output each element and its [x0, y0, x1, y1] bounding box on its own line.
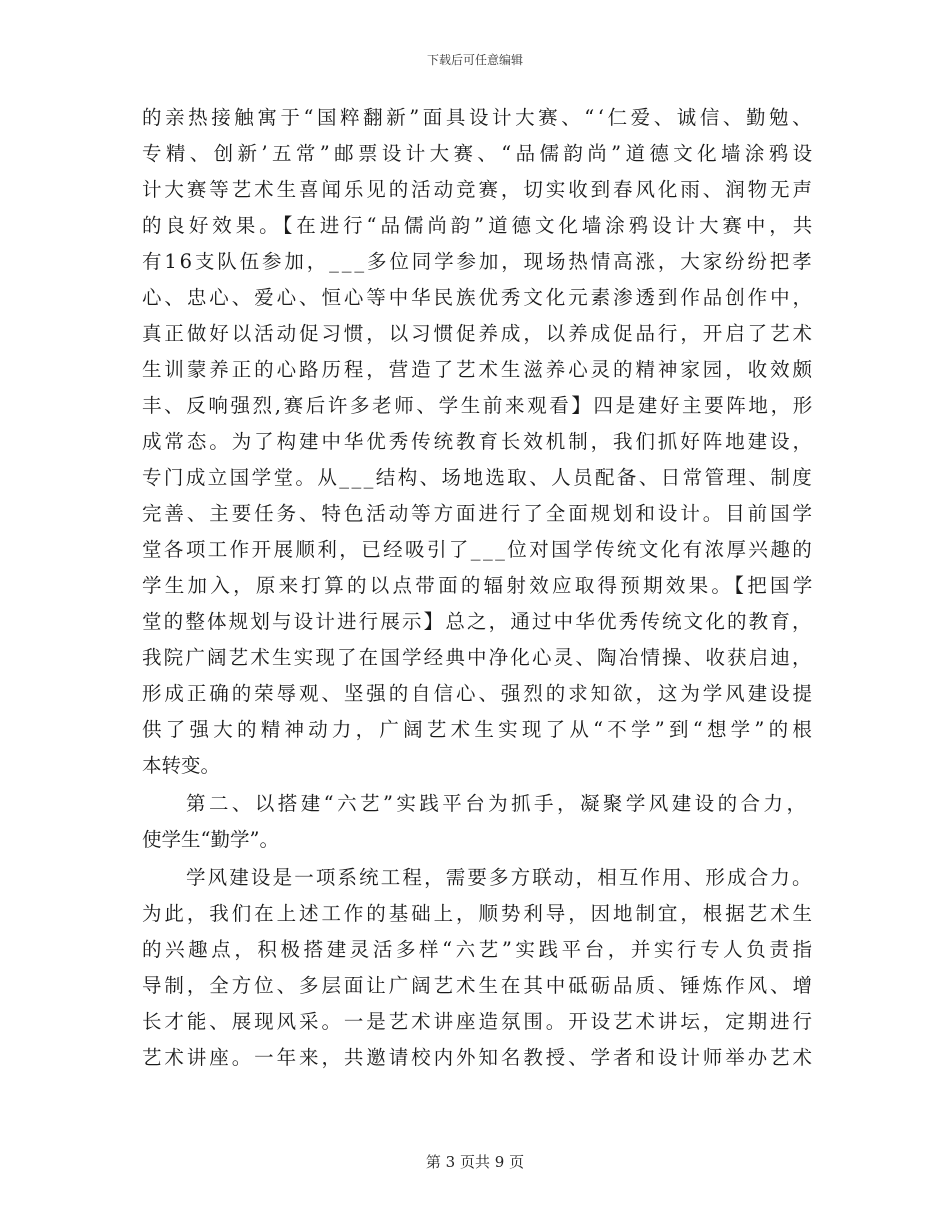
page-header-note: 下载后可任意编辑: [426, 53, 523, 67]
text-line: 专精、创新’五常”邮票设计大赛、“品儒韵尚”道德文化墙涂鸦设: [142, 142, 817, 165]
text-line: 丰、反响强烈,赛后许多老师、学生前来观看】四是建好主要阵地，形: [142, 394, 815, 417]
text-line: 学生加入，原来打算的以点带面的辐射效应取得预期效果。【把国学: [142, 574, 816, 597]
text-line: 有16支队伍参加，___多位同学参加，现场热情高涨，大家纷纷把孝: [142, 250, 815, 273]
text-line: 的兴趣点，积极搭建灵活多样“六艺”实践平台，并实行专人负责指: [142, 938, 816, 961]
text-line: 本转变。: [142, 754, 221, 777]
text-line: 堂的整体规划与设计进行展示】总之，通过中华优秀传统文化的教育，: [142, 610, 814, 633]
text-line: 艺术讲座。一年来，共邀请校内外知名教授、学者和设计师举办艺术: [142, 1046, 815, 1069]
text-line: 供了强大的精神动力，广阔艺术生实现了从“不学”到“想学”的根: [142, 718, 817, 741]
text-line: 的亲热接触寓于“国粹翻新”面具设计大赛、“‘仁爱、诚信、勤勉、: [142, 106, 816, 129]
page-number: 第 3 页共 9 页: [425, 1153, 525, 1171]
text-line: 生训蒙养正的心路历程，营造了艺术生滋养心灵的精神家园，收效颇: [142, 358, 815, 381]
text-line: 形成正确的荣辱观、坚强的自信心、强烈的求知欲，这为学风建设提: [142, 682, 815, 705]
text-line: 计大赛等艺术生喜闻乐见的活动竞赛，切实收到春风化雨、润物无声: [142, 178, 815, 201]
text-line: 为此，我们在上述工作的基础上，顺势利导，因地制宜，根据艺术生: [142, 902, 815, 925]
text-line: 成常态。为了构建中华优秀传统教育长效机制，我们抓好阵地建设，: [142, 430, 815, 453]
text-line: 长才能、展现风采。一是艺术讲座造氛围。开设艺术讲坛，定期进行: [142, 1010, 815, 1033]
text-line: 心、忠心、爱心、恒心等中华民族优秀文化元素渗透到作品创作中，: [142, 286, 815, 309]
text-line: 专门成立国学堂。从___结构、场地选取、人员配备、日常管理、制度: [142, 466, 815, 489]
text-line: 完善、主要任务、特色活动等方面进行了全面规划和设计。目前国学: [142, 502, 815, 525]
text-line: 的良好效果。【在进行“品儒尚韵”道德文化墙涂鸦设计大赛中，共: [142, 214, 817, 237]
section-heading-line: 第二、以搭建“六艺”实践平台为抓手，凝聚学风建设的合力，: [186, 792, 810, 815]
text-line: 真正做好以活动促习惯，以习惯促养成，以养成促品行，开启了艺术: [142, 322, 815, 345]
text-line: 堂各项工作开展顺利，已经吸引了___位对国学传统文化有浓厚兴趣的: [142, 538, 815, 561]
text-line: 导制，全方位、多层面让广阔艺术生在其中砥砺品质、锤炼作风、增: [142, 974, 815, 997]
section-heading-line: 使学生“勤学”。: [142, 828, 279, 851]
text-line: 学风建设是一项系统工程，需要多方联动，相互作用、形成合力。: [186, 866, 814, 889]
text-line: 我院广阔艺术生实现了在国学经典中净化心灵、陶冶情操、收获启迪，: [142, 646, 814, 669]
